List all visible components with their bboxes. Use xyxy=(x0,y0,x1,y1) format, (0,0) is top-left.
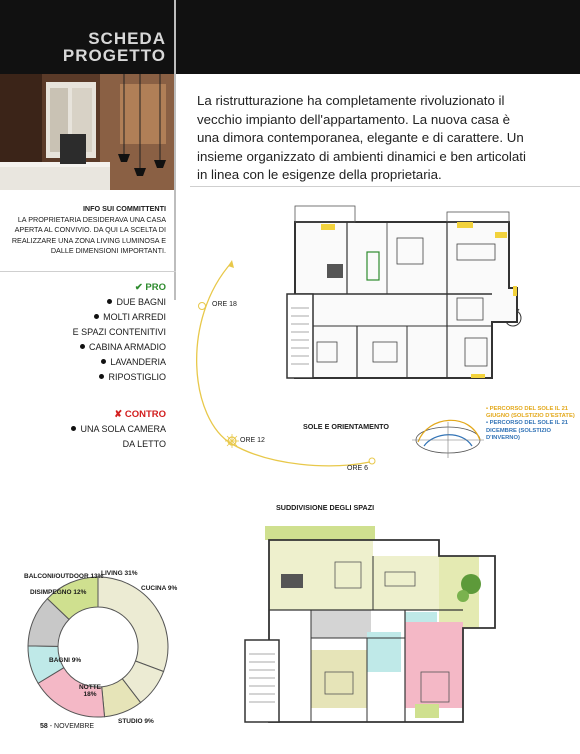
chart-label-studio: STUDIO 9% xyxy=(118,718,154,725)
section-title-line2: PROGETTO xyxy=(62,46,166,65)
spaces-title: SUDDIVISIONE DEGLI SPAZI xyxy=(276,503,375,512)
contro-title: ✘ CONTRO xyxy=(114,409,166,420)
list-item: CABINA ARMADIO xyxy=(0,340,166,355)
list-item: UNA SOLA CAMERA xyxy=(0,422,166,437)
list-item: E SPAZI CONTENITIVI xyxy=(72,327,166,337)
chart-label-living: LIVING 31% xyxy=(101,570,138,577)
chart-label-notte: NOTTE 18% xyxy=(78,684,102,698)
section-title-line1: SCHEDA xyxy=(88,29,166,48)
list-item: RIPOSTIGLIO xyxy=(0,370,166,385)
list-item: DA LETTO xyxy=(122,439,166,449)
label-ore-18: ORE 18 xyxy=(212,301,237,308)
list-item: DUE BAGNI xyxy=(0,295,166,310)
label-ore-6: ORE 6 xyxy=(347,465,369,472)
sun-legend xyxy=(486,406,580,442)
label-ore-12: ORE 12 xyxy=(240,437,265,444)
chart-label-balconi: BALCONI/OUTDOOR 13% xyxy=(24,573,104,580)
page-month: NOVEMBRE xyxy=(54,723,95,730)
intro-paragraph: La ristrutturazione ha completamente rivoluzionato il vecchio impianto dell'appartamento. La nuova casa è una dimora contemporanea, elegante e di carattere. Un insieme organizzato di ambienti dinamici e ben articolati in linea con le esigenze della proprietaria. xyxy=(197,93,526,182)
floor-plan-spaces xyxy=(245,522,495,732)
chart-label-disimpegno: DISIMPEGNO 12% xyxy=(30,589,87,596)
sun-title: SOLE E ORIENTAMENTO xyxy=(303,422,389,431)
client-info-heading: INFO SUI COMMITTENTI xyxy=(82,204,166,213)
page-number: 58 xyxy=(40,723,48,730)
list-item: LAVANDERIA xyxy=(0,355,166,370)
client-info-text: LA PROPRIETARIA DESIDERAVA UNA CASA APERTA AL CONVIVIO. DA QUI LA SCELTA DI REALIZZARE UNA ZONA LIVING LUMINOSA E DALLE DIMENSIONI IMPORTANTI. xyxy=(11,214,166,255)
floor-plan-orientation xyxy=(287,198,517,388)
legend-summer: • PERCORSO DEL SOLE IL 21 GIUGNO (SOLSTIZIO D'ESTATE) xyxy=(486,406,575,420)
pro-title: ✔ PRO xyxy=(134,282,166,293)
chart-label-cucina: CUCINA 9% xyxy=(141,585,178,592)
page-footer: 58 - NOVEMBRE xyxy=(40,723,95,730)
legend-winter: • PERCORSO DEL SOLE IL 21 DICEMBRE (SOLSTIZIO D'INVERNO) xyxy=(486,420,569,441)
chart-label-bagni: BAGNI 9% xyxy=(49,657,82,664)
list-item: MOLTI ARREDI xyxy=(0,310,166,325)
